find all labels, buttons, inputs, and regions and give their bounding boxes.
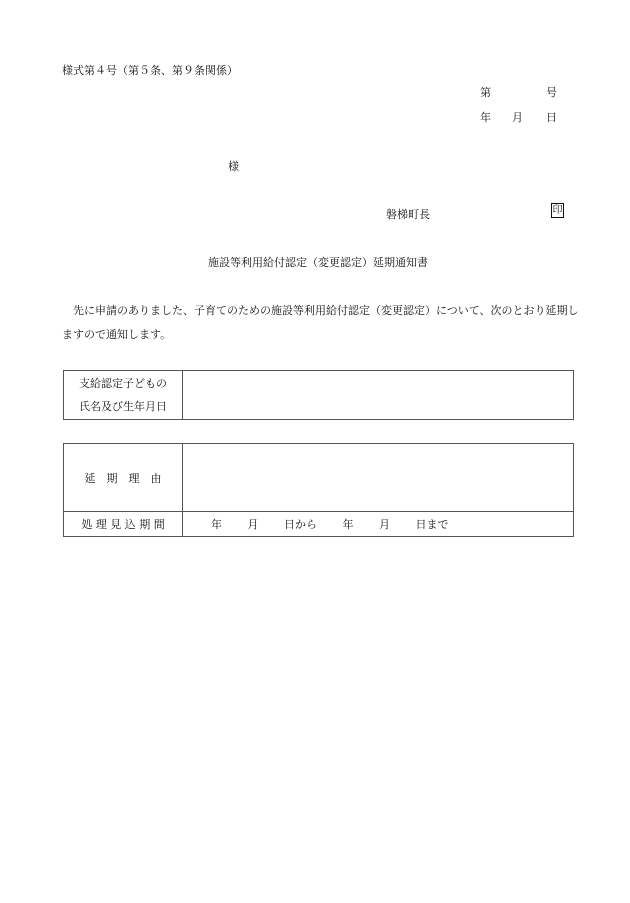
child-info-value bbox=[183, 371, 574, 420]
period-from-year: 年 bbox=[211, 518, 222, 531]
recipient-honorific: 様 bbox=[228, 160, 239, 173]
delay-reason-label: 延 期 理 由 bbox=[64, 444, 183, 512]
delay-reason-value bbox=[183, 444, 574, 512]
child-info-label-line1: 支給認定子どもの bbox=[79, 377, 167, 390]
document-number-prefix: 第 bbox=[480, 86, 491, 99]
period-to-day: 日まで bbox=[415, 518, 449, 531]
issuer-name: 磐梯町長 bbox=[386, 208, 430, 221]
child-info-label bbox=[64, 371, 183, 420]
processing-period-value bbox=[183, 512, 574, 537]
body-text: 先に申請のありました、子育てのための施設等利用給付認定（変更認定）について、次のとおり延期しますので通知します。 bbox=[62, 304, 579, 341]
period-to-year: 年 bbox=[342, 518, 354, 531]
document-number-suffix: 号 bbox=[546, 86, 557, 99]
document-title: 施設等利用給付認定（変更認定）延期通知書 bbox=[208, 256, 428, 269]
form-number: 様式第４号（第５条、第９条関係） bbox=[62, 64, 238, 77]
table-row bbox=[64, 512, 574, 537]
seal-stamp: 印 bbox=[552, 205, 563, 216]
period-from-month: 月 bbox=[247, 518, 259, 531]
date-year-label: 年 bbox=[480, 111, 491, 124]
period-from-day: 日から bbox=[284, 518, 317, 531]
table-row bbox=[64, 371, 574, 420]
processing-period-label: 処 理 見 込 期 間 bbox=[64, 512, 183, 537]
date-day-label: 日 bbox=[546, 111, 557, 124]
child-info-table bbox=[63, 370, 574, 420]
child-info-label-line2: 氏名及び生年月日 bbox=[79, 400, 167, 413]
table-row bbox=[64, 444, 574, 512]
date-month-label: 月 bbox=[512, 111, 523, 124]
delay-info-table bbox=[63, 443, 574, 537]
period-to-month: 月 bbox=[379, 518, 390, 531]
